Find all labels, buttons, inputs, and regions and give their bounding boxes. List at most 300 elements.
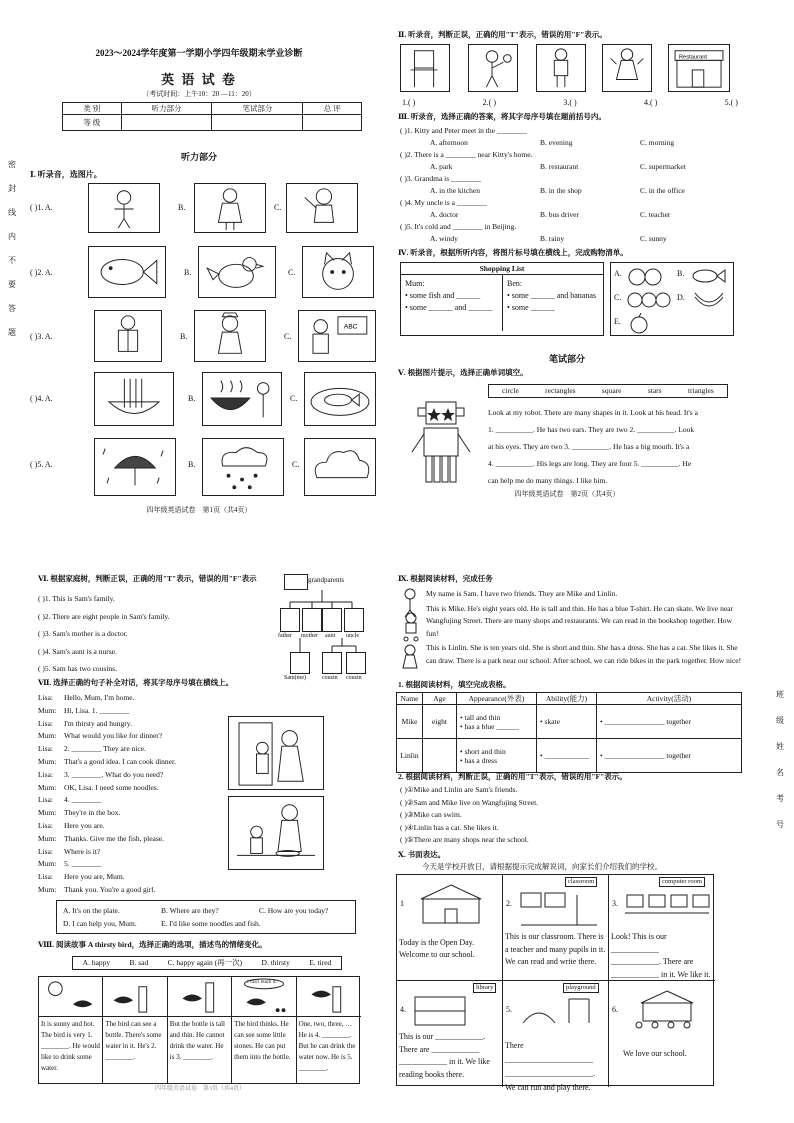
cell-line[interactable]: There are ____________	[399, 1044, 480, 1054]
q7-title: Ⅶ. 选择正确的句子补全对话，将其字母序号填在横线上。	[38, 678, 234, 687]
q3-option[interactable]: C. morning	[640, 138, 675, 147]
tree-label-father: father	[278, 633, 292, 639]
table-age[interactable]	[423, 739, 457, 773]
cell-line[interactable]: Look! This is our ____________	[611, 932, 667, 954]
line[interactable]: Hi, Lisa. 1. ________	[64, 705, 130, 715]
table-age: eight	[423, 705, 457, 739]
page-footer: 四年级英语试卷 第1页（共4页）	[146, 506, 252, 514]
picture-doctor[interactable]	[94, 310, 162, 362]
shopping-list-title: Shopping List	[401, 263, 603, 275]
aunt-photo	[322, 608, 342, 632]
q4-title: Ⅳ. 听录音，根据所听内容，将图片标号填在横线上，完成购物清单。	[398, 248, 628, 257]
table-ability[interactable]: • ____________	[537, 739, 597, 773]
word-bank	[488, 384, 728, 398]
robot-line[interactable]: at his eyes. They are two 3. __________. He has a big mouth. It's a	[488, 442, 690, 451]
pear-icon	[625, 313, 653, 335]
q1-b-label: B.	[184, 268, 192, 277]
side-char: 姓	[776, 742, 784, 751]
subject-title: 英 语 试 卷	[161, 72, 237, 87]
task1-title: 1. 根据阅读材料，填空完成表格。	[398, 680, 511, 689]
speaker: Mum:	[38, 859, 57, 869]
cell-text	[505, 931, 607, 969]
q3-option[interactable]: B. rainy	[540, 234, 565, 243]
fruit-label: E.	[614, 317, 621, 326]
reading-passage	[426, 588, 744, 667]
score-header-1: 类 别	[63, 103, 122, 115]
cell-text	[505, 1039, 607, 1095]
q1-c-label: C.	[288, 268, 296, 277]
side-char: 不	[8, 256, 16, 265]
q3-question: ( )5. It's cold and ________ in Beijing.	[400, 222, 517, 231]
line: They're in the box.	[64, 808, 121, 818]
bird-speech: I can't reach it.	[247, 980, 277, 985]
table-appearance: • short and thin	[460, 746, 506, 756]
line[interactable]: 4. ________	[64, 795, 102, 805]
q6-item[interactable]: ( )5. Sam has two cousins.	[38, 664, 117, 673]
grandparents-photo	[284, 574, 308, 590]
speaker: Lisa:	[38, 744, 53, 754]
linlin-figure	[400, 644, 420, 674]
robot-picture	[406, 398, 476, 488]
robot-line: can help me do many things. I like him.	[488, 476, 608, 485]
picture-girl[interactable]	[194, 183, 266, 233]
table-header: Name	[397, 693, 423, 705]
q1-c-label: C.	[274, 203, 282, 212]
q3-option[interactable]: A. windy	[430, 234, 458, 243]
story-panel	[168, 977, 232, 1083]
q3-option[interactable]: A. park	[430, 162, 453, 171]
table-appearance: • tall and thin	[460, 712, 501, 722]
line: Here you are, Mum.	[64, 872, 125, 882]
cell-line[interactable]: ____________ in it. We like it.	[611, 969, 711, 979]
q1-item-num: ( )5. A.	[30, 460, 53, 469]
exam-page-3	[22, 568, 378, 1096]
story-text: The bird can see a bottle. There's some water in it. He's 2. ________.	[105, 1020, 162, 1061]
cell-line: This is our classroom. There is	[505, 932, 604, 941]
mum-line[interactable]: • some fish and ______	[405, 291, 481, 301]
computers-icon	[623, 891, 711, 929]
cell-line: Today is the Open Day.	[399, 938, 475, 947]
label-playground: playground	[563, 983, 599, 993]
tree-label-aunt: aunt	[325, 633, 336, 639]
line: That's a good idea. I can cook dinner.	[64, 756, 176, 766]
word-square[interactable]: square	[601, 386, 622, 396]
cousin-photo	[346, 652, 366, 674]
picture-nurse[interactable]	[194, 310, 266, 362]
cell-num: 5.	[506, 1005, 512, 1014]
picture-girl-waving[interactable]	[286, 183, 358, 233]
q3-option[interactable]: C. teacher	[640, 210, 671, 219]
table-header: Ability(能力)	[537, 693, 597, 705]
tree-label-grandparents: grandparents	[308, 576, 345, 584]
tree-label-cousin: cousin	[322, 675, 338, 681]
speaker: Mum:	[38, 756, 57, 766]
side-char: 线	[8, 208, 16, 217]
speaker: Mum:	[38, 808, 57, 818]
q6-item[interactable]: ( )4. Sam's aunt is a nurse.	[38, 646, 117, 656]
grid-cell-5	[503, 981, 609, 1092]
q3-option[interactable]: B. evening	[540, 138, 573, 147]
side-char: 名	[776, 768, 784, 777]
speaker: Mum:	[38, 782, 57, 792]
side-char: 号	[776, 820, 784, 829]
tree-label-sam: Sam(me)	[284, 675, 306, 681]
grade-cell[interactable]	[303, 115, 362, 131]
line: Here you are.	[64, 820, 105, 830]
grade-cell[interactable]	[121, 115, 212, 131]
line: Thank you. You're a good girl.	[64, 884, 156, 894]
picture-fish[interactable]	[88, 246, 166, 298]
cell-line: a teacher and many pupils in it.	[505, 944, 606, 954]
restaurant-sign: Restaurant	[678, 54, 708, 61]
cell-text	[611, 931, 713, 981]
shopping-list	[400, 262, 604, 336]
apples-icon	[625, 265, 665, 287]
q1-c-label: C.	[290, 394, 298, 403]
speaker: Lisa:	[38, 795, 53, 805]
grid-cell-2	[503, 875, 609, 981]
table-header: Age	[423, 693, 457, 705]
story-panel	[297, 977, 361, 1083]
label-library: library	[473, 983, 496, 993]
drinking-bird-icon	[297, 977, 361, 1017]
grid-cell-4	[397, 981, 503, 1087]
q2-answer-3[interactable]: 3.( )	[563, 98, 577, 107]
q1-item-num: ( )2. A.	[30, 268, 53, 277]
line: Where is it?	[64, 846, 101, 856]
side-char: 班	[776, 690, 784, 699]
exam-time: （考试时间：上午10：20 —11：20）	[142, 90, 256, 98]
open-day-grid	[396, 874, 714, 1092]
q8-option[interactable]: B. sad	[129, 958, 149, 968]
picture-bird[interactable]	[198, 246, 276, 298]
q3-option[interactable]: C. in the office	[640, 186, 685, 195]
table-appearance: • has a dress	[460, 755, 497, 765]
picture-noodles[interactable]	[94, 372, 174, 426]
table-activity[interactable]: • ________________ together	[597, 705, 742, 739]
q3-question: ( )2. There is a ________ near Kitty's home.	[400, 150, 533, 159]
cell-num: 2.	[506, 899, 512, 908]
q1-c-label: C.	[292, 460, 300, 469]
q7-option[interactable]: C. How are you today?	[259, 906, 329, 915]
speaker: Lisa:	[38, 872, 53, 882]
speaker: Lisa:	[38, 693, 53, 702]
side-char: 要	[8, 280, 16, 289]
q3-option[interactable]: A. doctor	[430, 210, 459, 219]
q8-option[interactable]: C. happy again (再一次)	[167, 958, 243, 968]
robot-line: Look at my robot. There are many shapes in it. Look at his head. It's a	[488, 408, 698, 417]
side-char: 内	[8, 232, 16, 241]
picture-restaurant[interactable]	[668, 44, 730, 92]
tf-item[interactable]: ( )②Sam and Mike live on Wangfujing Street.	[400, 797, 539, 807]
family-tree	[270, 574, 374, 686]
q3-option[interactable]: C. supermarket	[640, 162, 686, 171]
tree-label-uncle: uncle	[346, 633, 359, 639]
tf-item[interactable]: ( )③Mike can swim.	[400, 810, 462, 819]
line[interactable]: 5. ________	[64, 859, 102, 869]
q8-option[interactable]: D. thirsty	[261, 958, 290, 968]
cell-text	[399, 1031, 501, 1081]
ben-line[interactable]: • some ______	[507, 303, 555, 313]
robot-line[interactable]: 4. __________. His legs are long. They are four 5. __________. He	[488, 459, 692, 468]
score-header-4: 总 评	[303, 103, 362, 115]
q3-option[interactable]: B. bus driver	[540, 210, 579, 219]
school-children-icon	[625, 989, 709, 1033]
picture-tennis-player[interactable]	[468, 44, 518, 92]
q1-c-label: C.	[284, 332, 292, 341]
bottle-icon	[103, 977, 167, 1017]
line[interactable]: 3. ________. What do you need?	[64, 769, 164, 779]
tf-item[interactable]: ( )⑤There are many shops near the school.	[400, 835, 529, 844]
picture-cat[interactable]	[302, 246, 374, 298]
q1-title: Ⅰ. 听录音，选图片。	[30, 170, 102, 179]
bananas-icon	[689, 289, 729, 311]
speaker: Mum:	[38, 833, 57, 843]
q7-options	[56, 900, 356, 934]
q6-list	[38, 590, 268, 678]
side-char: 级	[776, 716, 784, 725]
table-name: Linlin	[397, 739, 423, 773]
q1-item-num: ( )4. A.	[30, 394, 53, 403]
q7-option[interactable]: B. Where are they?	[161, 906, 219, 915]
picture-chair[interactable]	[400, 44, 450, 92]
q9-title: Ⅸ. 根据阅读材料，完成任务	[398, 574, 493, 583]
q1-item-num: ( )3. A.	[30, 332, 53, 341]
oranges-icon	[625, 289, 673, 311]
mum-line[interactable]: • some ______ and ______	[405, 303, 493, 313]
father-photo	[280, 608, 300, 632]
speaker: Mum:	[38, 705, 57, 715]
ben-line[interactable]: • some ______ and bananas	[507, 291, 597, 301]
q5-title: Ⅴ. 根据图片提示，选择正确单词填空。	[398, 368, 528, 377]
q3-option[interactable]: C. sunny	[640, 234, 667, 243]
speaker: Lisa:	[38, 820, 53, 830]
listening-title: 听力部分	[180, 152, 217, 162]
q2-title: Ⅱ. 听录音，判断正误，正确的用"T"表示，错误的用"F"表示。	[398, 30, 607, 39]
q10-title: Ⅹ. 书面表达。	[398, 850, 446, 859]
score-header-2: 听力部分	[121, 103, 212, 115]
line: I'm thirsty and hungry.	[64, 718, 132, 728]
q2-answer-2[interactable]: 2.( )	[482, 98, 496, 107]
q3-question: ( )4. My uncle is a ________	[400, 198, 487, 207]
cell-num: 6.	[612, 1005, 618, 1014]
q1-b-label: B.	[188, 460, 196, 469]
q10-prompt: 今天是学校开放日，请根据提示完成解说词，向家长们介绍我们的学校。	[422, 862, 662, 871]
grade-label: 等 级	[63, 115, 122, 131]
cousin-photo	[322, 652, 342, 674]
q2-answer-1[interactable]: 1.( )	[402, 98, 416, 107]
picture-cloud[interactable]	[304, 438, 376, 496]
q6-title: Ⅵ. 根据家庭树，判断正误，正确的用"T"表示，错误的用"F"表示	[38, 574, 257, 583]
picture-teacher[interactable]	[298, 310, 376, 362]
q7-option[interactable]: E. I'd like some noodles and fish.	[161, 919, 261, 928]
q8-title: Ⅷ. 阅读故事 A thirsty bird，选择正确的选项，描述鸟的情绪变化。	[38, 940, 267, 949]
picture-kitchen	[228, 796, 324, 870]
q3-title: Ⅲ. 听录音，选择正确的答案，将其字母序号填在题前括号内。	[398, 112, 606, 121]
grid-cell-6	[609, 981, 715, 1087]
word-stars[interactable]: stars	[647, 386, 662, 396]
side-info-column	[776, 690, 786, 830]
speaker: Mum:	[38, 884, 57, 894]
table-header: Appearance(外表)	[457, 693, 537, 705]
q3-option[interactable]: B. in the shop	[540, 186, 582, 195]
label-classroom: classroom	[565, 877, 597, 887]
cell-line[interactable]: There ______________________	[505, 1041, 593, 1064]
passage-p2: This is Mike. He's eight years old. He is tall and thin. He has a blue T-shirt. He can skate. We live near Wangfujing Street. There are many shops and restaurants. We can read in the bookshop together. How fun!	[426, 603, 733, 638]
cell-line: Welcome to our school.	[399, 950, 475, 959]
story-panel	[232, 977, 296, 1083]
story-text: The bird thinks. He can see some little stones. He can put them into the bottle.	[234, 1020, 291, 1061]
q1-b-label: B.	[178, 203, 186, 212]
cell-line[interactable]: ______________________.	[505, 1069, 595, 1078]
picture-boy[interactable]	[88, 183, 160, 233]
word-triangles[interactable]: triangles	[687, 386, 714, 396]
grid-cell-1	[397, 875, 503, 981]
side-char: 封	[8, 184, 16, 193]
fruit-pictures	[610, 262, 734, 336]
sam-photo	[290, 652, 310, 674]
school-building-icon	[411, 881, 491, 927]
tf-item[interactable]: ( )①Mike and Linlin are Sam's friends.	[400, 785, 518, 794]
story-panel	[103, 977, 167, 1083]
q6-item[interactable]: ( )2. There are eight people in Sam's family.	[38, 611, 170, 621]
cell-line: reading books there.	[399, 1069, 465, 1079]
passage-p3: This is Linlin. She is ten years old. She is short and thin. She has a dress. She has a cat. She likes it. She can draw. There is a park near our school. After school, we can ride bikes in the park together. How nice!	[426, 643, 742, 665]
q8-options	[72, 956, 342, 970]
page-footer: 四年级英语试卷 第2页（共4页）	[514, 490, 620, 498]
table-appearance[interactable]: • has a blue ______	[460, 721, 519, 731]
tf-list	[400, 784, 740, 847]
mum-label: Mum:	[405, 279, 425, 289]
story-text: One, two, three, … He is 4. ________. But he can drink the water now. He is 5. ________.	[298, 1020, 356, 1072]
writing-title: 笔试部分	[548, 354, 585, 364]
q1-item-num: ( )1. A.	[30, 203, 53, 212]
cell-text	[399, 937, 499, 961]
q2-answer-4[interactable]: 4.( )	[643, 98, 658, 107]
story-panel	[39, 977, 103, 1083]
fruit-label: A.	[614, 269, 622, 278]
q8-option[interactable]: E. tired	[309, 958, 332, 968]
bookshelf-icon	[411, 995, 471, 1027]
picture-snow-cloud[interactable]	[202, 438, 284, 496]
speaker: Lisa:	[38, 846, 53, 856]
word-rectangles[interactable]: rectangles	[545, 386, 576, 396]
mother-photo	[302, 608, 322, 632]
picture-lisa-home	[228, 716, 324, 790]
speaker: Lisa:	[38, 769, 53, 779]
q2-answer-5[interactable]: 5.( )	[724, 98, 738, 107]
cell-line[interactable]: ____________. There are	[611, 957, 694, 966]
score-header-3: 笔试部分	[212, 103, 303, 115]
tree-label-cousin: cousin	[346, 675, 362, 681]
sun-bird-icon	[39, 977, 103, 1017]
q2-answer-row	[402, 98, 738, 108]
page-footer: 四年级英语试卷 第3页（共4页）	[154, 1086, 245, 1092]
side-char: 题	[8, 328, 16, 337]
label-computer-room: computer room	[659, 877, 705, 887]
q3-question: ( )3. Grandma is ________	[400, 174, 482, 183]
bird-bottle-icon	[168, 977, 232, 1017]
picture-soup[interactable]	[202, 372, 282, 426]
exam-year-title: 2023～2024学年度第一学期小学四年级期末学业诊断	[95, 48, 303, 58]
fish-icon	[689, 265, 729, 287]
q3-question: ( )1. Kitty and Peter meet in the ________	[400, 126, 527, 135]
speaker: Lisa:	[38, 718, 53, 728]
dialogue	[38, 692, 228, 897]
task2-title: 2. 根据阅读材料，判断正误，正确的用"T"表示，错误的用"F"表示。	[398, 772, 627, 781]
table-ability: • skate	[537, 705, 597, 739]
q3-list	[400, 125, 736, 245]
classroom-icon	[517, 889, 601, 929]
fruit-label: B.	[677, 269, 685, 278]
word-circle[interactable]: circle	[502, 386, 519, 396]
info-table	[396, 692, 742, 773]
speaker: Mum:	[38, 731, 57, 741]
tree-label-mother: mother	[301, 633, 318, 639]
cell-num: 3.	[612, 899, 618, 908]
cell-num: 4.	[400, 1005, 406, 1014]
fruit-label: D.	[677, 293, 685, 302]
picture-girl-dress[interactable]	[602, 44, 652, 92]
exam-page-4	[392, 568, 748, 1096]
fruit-label: C.	[614, 293, 622, 302]
uncle-photo	[344, 608, 364, 632]
table-activity[interactable]: • ________________ together	[597, 739, 742, 773]
robot-passage	[488, 404, 736, 489]
grade-cell[interactable]	[212, 115, 303, 131]
q6-item[interactable]: ( )3. Sam's mother is a doctor.	[38, 629, 128, 638]
q1-b-label: B.	[188, 394, 196, 403]
side-char: 考	[776, 794, 784, 803]
q3-option[interactable]: A. afternoon	[430, 138, 468, 147]
picture-rain[interactable]	[94, 438, 176, 496]
tf-item[interactable]: ( )④Linlin has a cat. She likes it.	[400, 822, 499, 832]
q7-option[interactable]: D. I can help you, Mum.	[63, 919, 137, 928]
exam-page-1	[22, 28, 376, 518]
side-char: 密	[8, 160, 16, 169]
story-text: But the bottle is tall and thin. He cannot drink the water. He is 3. ________.	[169, 1020, 225, 1061]
table-header: Activity(活动)	[597, 693, 742, 705]
q3-option[interactable]: B. restaurant	[540, 162, 579, 171]
cell-line: We can run and play there.	[505, 1083, 591, 1092]
line[interactable]: 2. ________ They are nice.	[64, 744, 146, 754]
q7-option[interactable]: A. It's on the plate.	[63, 906, 120, 915]
q8-option[interactable]: A. happy	[82, 958, 111, 968]
side-char: 答	[8, 304, 16, 313]
cell-line: We love our school.	[623, 1049, 687, 1058]
q6-item[interactable]: ( )1. This is Sam's family.	[38, 594, 115, 603]
svg-text:ABC: ABC	[343, 323, 358, 331]
q3-option[interactable]: A. in the kitchen	[430, 186, 480, 195]
robot-line[interactable]: 1. __________. He has two ears. They are two 2. __________. Look	[488, 425, 695, 434]
side-seal-line	[8, 160, 18, 338]
line: What would you like for dinner?	[64, 731, 163, 741]
ben-label: Ben:	[507, 279, 523, 289]
q1-b-label: B.	[180, 332, 188, 341]
cell-line[interactable]: This is our ____________.	[399, 1032, 486, 1041]
exam-page-2	[396, 28, 738, 496]
cell-line[interactable]: ____________ in it. We like	[399, 1057, 490, 1066]
table-name: Mike	[397, 705, 423, 739]
picture-fish-dish[interactable]	[304, 372, 376, 426]
cell-line: We can read and write there.	[505, 957, 597, 966]
story-strip	[38, 976, 360, 1084]
score-table	[62, 102, 362, 131]
line: Hello, Mum. I'm home.	[64, 693, 135, 702]
grid-cell-3	[609, 875, 715, 981]
picture-boy-standing[interactable]	[536, 44, 586, 92]
line: Thanks. Give me the fish, please.	[64, 833, 164, 843]
